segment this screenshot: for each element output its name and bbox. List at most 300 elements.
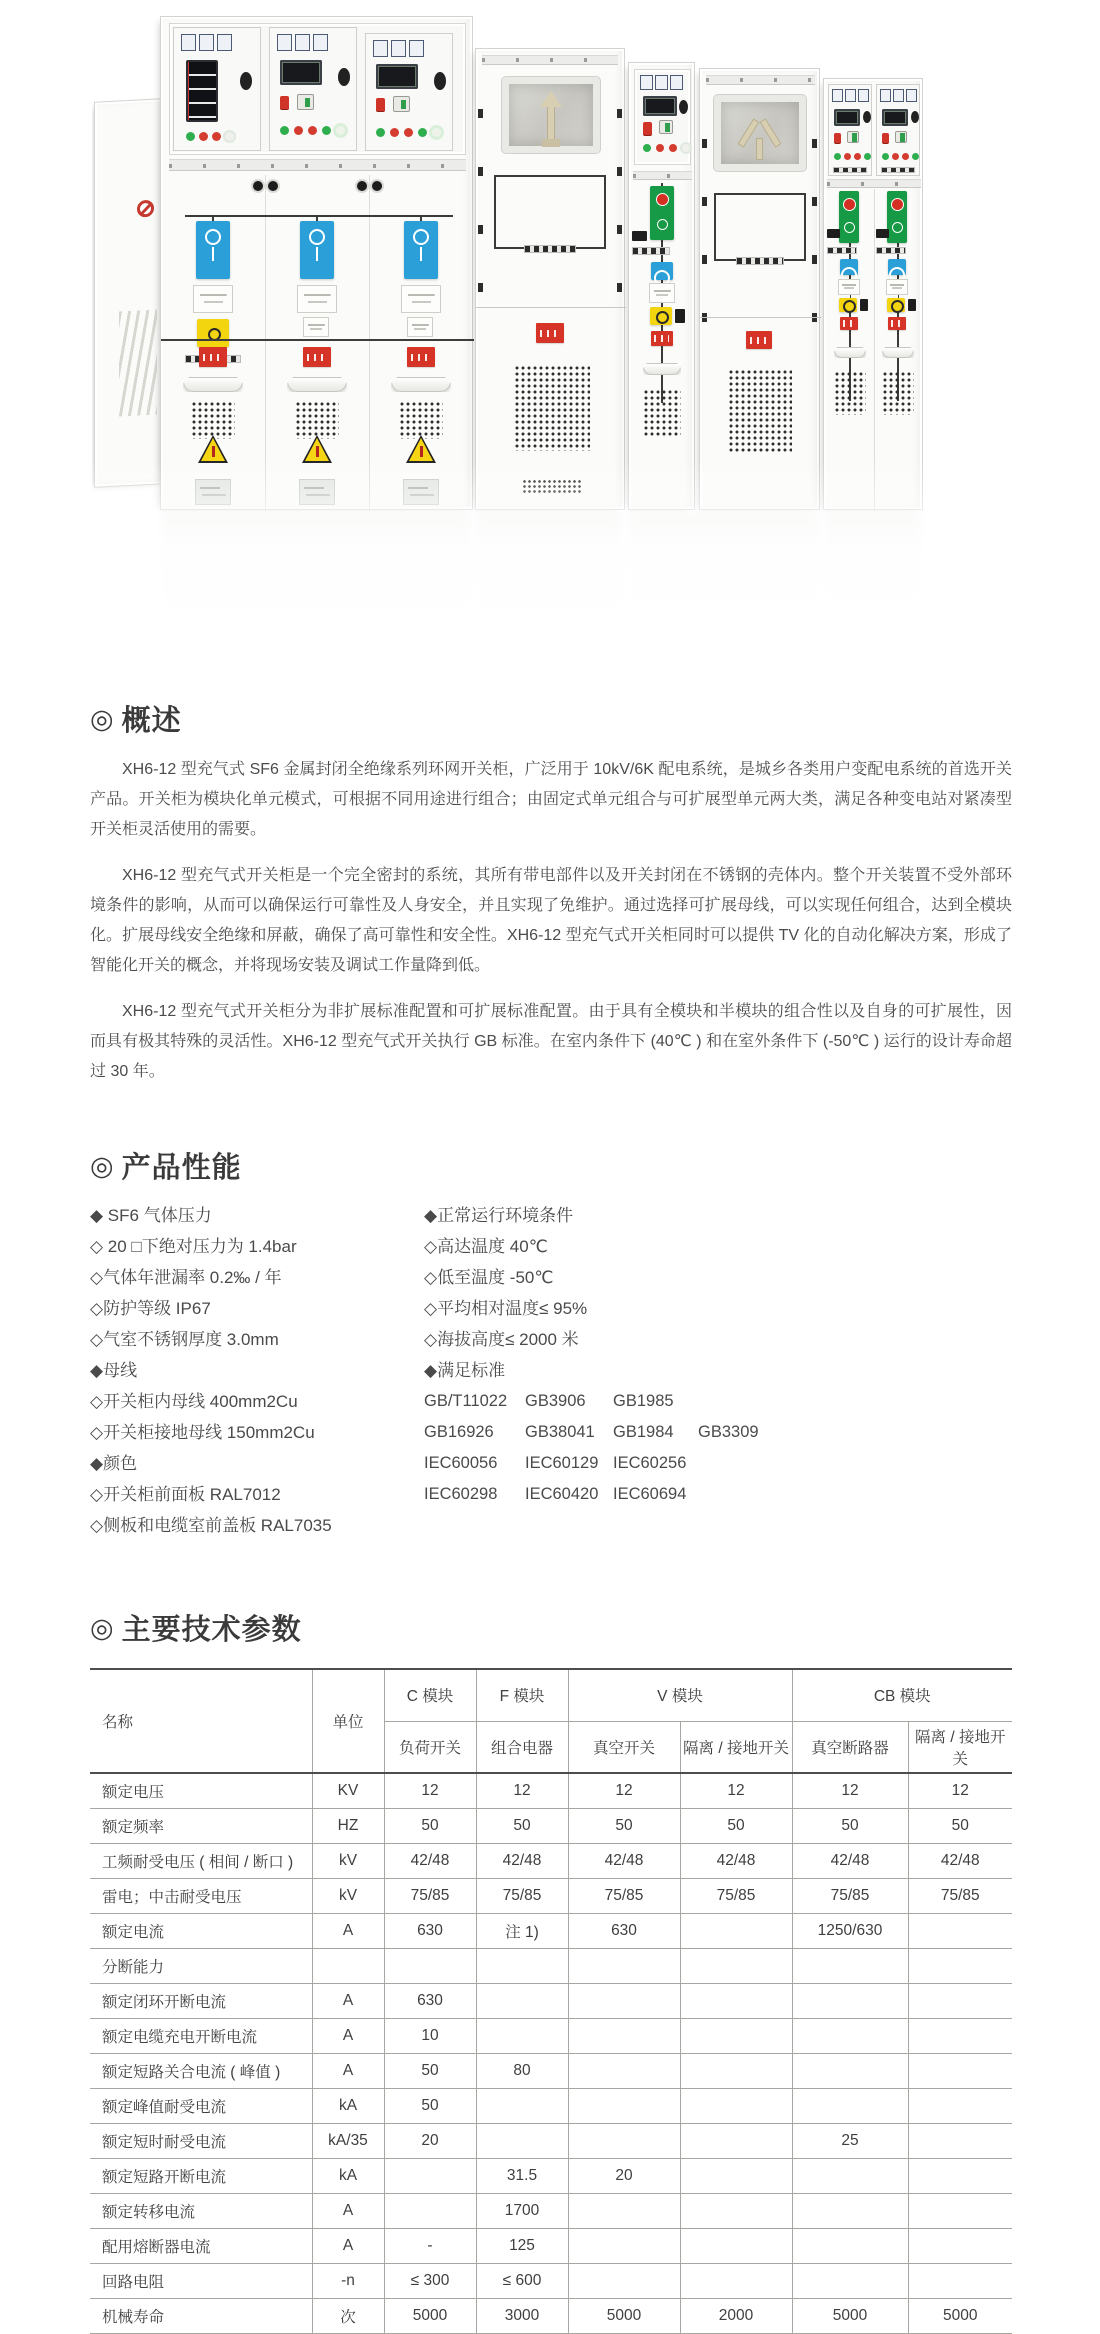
param-unit: A — [312, 2018, 384, 2053]
selector-switch — [659, 120, 673, 134]
param-value — [792, 2263, 908, 2298]
nameplate — [886, 279, 908, 295]
param-value — [908, 1913, 1012, 1948]
param-value: 12 — [680, 1773, 792, 1808]
indicator-buttons — [280, 126, 289, 135]
meter-cluster — [881, 90, 890, 101]
meter-cluster — [833, 90, 842, 101]
param-value: 75/85 — [568, 1878, 680, 1913]
door-seam — [476, 307, 626, 308]
digital-display — [882, 109, 908, 126]
standard-code: GB1985 — [613, 1392, 674, 1410]
performance-items — [424, 1200, 1012, 1386]
param-value — [680, 2228, 792, 2263]
param-value — [908, 2018, 1012, 2053]
param-value — [680, 2193, 792, 2228]
blue-switch-sticker — [300, 221, 334, 279]
mimic-circuit-loop — [714, 193, 806, 261]
param-unit: kA — [312, 2088, 384, 2123]
param-value: 125 — [476, 2228, 568, 2263]
performance-item: ◇防护等级 IP67 — [90, 1299, 211, 1318]
performance-list-left — [90, 1200, 424, 1541]
param-value — [476, 2123, 568, 2158]
param-value — [908, 2123, 1012, 2158]
param-name: 额定峰值耐受电流 — [102, 2098, 227, 2116]
param-row — [90, 2298, 1012, 2333]
param-value: 42/48 — [384, 1843, 476, 1878]
param-unit: 次 — [312, 2298, 384, 2333]
header-group-cb: CB 模块 — [792, 1669, 1012, 1721]
indicator-knobs — [253, 181, 263, 191]
subhead: 真空开关 — [568, 1721, 680, 1773]
section-divider — [161, 339, 474, 341]
small-module — [860, 299, 868, 311]
param-value — [384, 2158, 476, 2193]
nameplate — [297, 285, 337, 313]
param-value: 50 — [792, 1808, 908, 1843]
param-value — [568, 2018, 680, 2053]
hinge-blocks — [478, 109, 483, 118]
red-button — [376, 98, 385, 111]
param-value — [680, 2158, 792, 2193]
terminal-strip — [876, 247, 906, 254]
meter-cluster — [374, 41, 387, 56]
param-value: 50 — [908, 1808, 1012, 1843]
control-panel — [876, 84, 920, 176]
param-value — [908, 2088, 1012, 2123]
keyhole — [434, 72, 446, 90]
param-row — [90, 1948, 1012, 1983]
terminal-strip — [881, 167, 915, 173]
selector-switch — [297, 94, 314, 110]
param-row — [90, 2053, 1012, 2088]
performance-item: ◆ SF6 气体压力 — [90, 1206, 212, 1225]
red-button — [280, 96, 289, 109]
param-value: ≤ 600 — [476, 2263, 568, 2298]
control-panel — [365, 33, 453, 151]
param-value — [792, 2018, 908, 2053]
yellow-earth-sticker — [839, 298, 857, 312]
param-value — [908, 2193, 1012, 2228]
hinge-blocks — [702, 139, 707, 148]
subhead: 真空断路器 — [792, 1721, 908, 1773]
standard-code: IEC60694 — [613, 1485, 687, 1503]
standards-row — [424, 1417, 1012, 1448]
param-value: 10 — [384, 2018, 476, 2053]
standard-code: IEC60056 — [424, 1454, 498, 1472]
param-value: 630 — [568, 1913, 680, 1948]
photo-fade-overlay — [92, 388, 1032, 648]
warning-label — [199, 347, 227, 367]
param-value — [568, 2263, 680, 2298]
param-value — [908, 2053, 1012, 2088]
indicator-buttons — [643, 144, 651, 152]
door-handle — [882, 347, 914, 358]
yellow-earth-sticker — [650, 307, 672, 325]
param-value: 630 — [384, 1983, 476, 2018]
param-row — [90, 1878, 1012, 1913]
performance-item: ◇开关柜前面板 RAL7012 — [90, 1485, 281, 1504]
digital-display — [643, 96, 677, 116]
param-value: 80 — [476, 2053, 568, 2088]
meter-cluster — [182, 35, 195, 50]
param-name: 额定频率 — [102, 1818, 165, 1836]
param-row — [90, 1808, 1012, 1843]
subhead: 隔离 / 接地开关 — [680, 1721, 792, 1773]
red-button — [882, 133, 889, 143]
param-row — [90, 2123, 1012, 2158]
param-unit: A — [312, 1913, 384, 1948]
standard-code: IEC60420 — [525, 1485, 599, 1503]
param-value: 5000 — [384, 2298, 476, 2333]
param-value — [680, 2018, 792, 2053]
param-name: 额定短路开断电流 — [102, 2168, 227, 2186]
subhead: 负荷开关 — [384, 1721, 476, 1773]
warning-label — [888, 317, 906, 330]
performance-item: ◆满足标准 — [424, 1361, 506, 1380]
param-value — [908, 2263, 1012, 2298]
param-value: 12 — [792, 1773, 908, 1808]
param-unit: A — [312, 2228, 384, 2263]
param-unit: A — [312, 2193, 384, 2228]
door-handle — [643, 363, 681, 375]
param-value: 5000 — [568, 2298, 680, 2333]
warning-label — [407, 347, 435, 367]
param-value: 75/85 — [792, 1878, 908, 1913]
param-value: 75/85 — [908, 1878, 1012, 1913]
standard-code: GB16926 — [424, 1423, 494, 1441]
param-value: 20 — [568, 2158, 680, 2193]
param-value: 5000 — [792, 2298, 908, 2333]
param-value: 50 — [384, 1808, 476, 1843]
param-value — [680, 1983, 792, 2018]
terminal-strip — [736, 257, 784, 265]
performance-item: ◇高达温度 40℃ — [424, 1237, 548, 1256]
param-unit: kA — [312, 2158, 384, 2193]
param-value — [792, 1983, 908, 2018]
performance-item: ◇低至温度 -50℃ — [424, 1268, 554, 1287]
param-unit: kV — [312, 1843, 384, 1878]
control-panel — [173, 27, 261, 151]
blue-switch-sticker — [888, 259, 906, 275]
indicator-buttons — [834, 153, 841, 160]
section-performance — [90, 1145, 1012, 1541]
warning-label — [536, 323, 564, 343]
blue-switch-sticker — [404, 221, 438, 279]
nameplate — [193, 285, 233, 313]
digital-display — [280, 60, 322, 85]
param-value: 12 — [908, 1773, 1012, 1808]
warning-label — [651, 331, 673, 346]
standards-grid — [424, 1386, 1012, 1510]
performance-item: ◆母线 — [90, 1361, 138, 1380]
param-row — [90, 2228, 1012, 2263]
param-value — [792, 2053, 908, 2088]
param-value — [568, 1983, 680, 2018]
param-value: 1700 — [476, 2193, 568, 2228]
param-value: 42/48 — [680, 1843, 792, 1878]
param-unit: kA/35 — [312, 2123, 384, 2158]
keyhole — [911, 111, 919, 123]
switch-lever — [756, 138, 763, 160]
standard-code: IEC60256 — [613, 1454, 687, 1472]
meter-cluster — [641, 76, 652, 89]
param-name: 工频耐受电压 ( 相间 / 断口 ) — [102, 1853, 294, 1871]
param-name: 配用熔断器电流 — [102, 2238, 211, 2256]
nameplate — [838, 279, 860, 295]
param-value — [908, 2158, 1012, 2193]
small-module — [675, 309, 685, 323]
param-name: 额定短路关合电流 ( 峰值 ) — [102, 2063, 281, 2081]
param-unit — [312, 1948, 384, 1983]
digital-display — [376, 64, 418, 89]
digital-display — [834, 109, 860, 126]
param-value — [908, 2228, 1012, 2263]
param-value — [384, 2193, 476, 2228]
section-title-parameters — [90, 1607, 1012, 1648]
control-section — [634, 69, 691, 165]
door-seam — [700, 317, 821, 318]
section-title-overview — [90, 698, 1012, 739]
small-module — [908, 299, 916, 311]
standards-row — [424, 1448, 1012, 1479]
param-row — [90, 2193, 1012, 2228]
param-unit: -n — [312, 2263, 384, 2298]
param-row — [90, 2088, 1012, 2123]
param-name: 额定电压 — [102, 1783, 165, 1801]
param-value — [568, 2053, 680, 2088]
performance-item: ◆正常运行环境条件 — [424, 1206, 574, 1225]
param-value — [680, 1948, 792, 1983]
performance-item: ◇开关柜接地母线 150mm2Cu — [90, 1423, 315, 1442]
overview-paragraph: XH6-12 型充气式开关柜是一个完全密封的系统，其所有带电部件以及开关封闭在不锈钢的壳体内。整个开关装置不受外部环境条件的影响，从而可以确保运行可靠性及人身安全，并且实现了免维护。通过选择可扩展母线，可以实现任何组合，达到全模块化。扩展母线安全绝缘和屏蔽，确保了高可靠性和安全性。XH6-12 型充气式开关柜同时可以提供 TV 化的自动化解决方案，形成了智能化开关的概念，并将现场安装及调试工作量降到低。 — [90, 867, 1012, 974]
pictogram-plate — [303, 317, 329, 337]
control-panel — [269, 27, 357, 151]
param-value: 75/85 — [680, 1878, 792, 1913]
param-value — [680, 2263, 792, 2298]
meter-cluster — [278, 35, 291, 50]
param-name: 额定电流 — [102, 1923, 165, 1941]
param-row — [90, 1843, 1012, 1878]
small-module — [827, 229, 840, 238]
header-name: 名称 — [102, 1714, 134, 1731]
terminal-strip — [524, 245, 576, 253]
selector-switch — [393, 96, 410, 112]
param-value — [568, 2228, 680, 2263]
param-value: 630 — [384, 1913, 476, 1948]
switchgear-photo — [92, 8, 1032, 648]
param-value: 50 — [476, 1808, 568, 1843]
param-value — [792, 2088, 908, 2123]
standard-code: GB1984 — [613, 1423, 674, 1441]
standard-code: GB/T11022 — [424, 1392, 508, 1410]
standard-code: IEC60298 — [424, 1485, 498, 1503]
param-name: 额定短时耐受电流 — [102, 2133, 227, 2151]
param-value — [568, 1948, 680, 1983]
section-title-text: 产品性能 — [121, 1152, 242, 1184]
performance-item: ◇开关柜内母线 400mm2Cu — [90, 1392, 298, 1411]
green-switch-sticker — [650, 186, 674, 240]
blue-switch-sticker — [196, 221, 230, 279]
label-band — [169, 159, 466, 171]
blue-switch-sticker — [840, 259, 858, 275]
param-name: 分断能力 — [102, 1958, 165, 1976]
section-title-performance — [90, 1145, 1012, 1186]
param-value: 75/85 — [476, 1878, 568, 1913]
overview-paragraph: XH6-12 型充气式 SF6 金属封闭全绝缘系列环网开关柜，广泛用于 10kV/6K 配电系统，是城乡各类用户变配电系统的首选开关产品。开关柜为模块化单元模式，可根据不同用途进行组合；由固定式单元组合与可扩展型单元两大类，满足各种变电站对紧凑型开关柜灵活使用的需要。 — [90, 761, 1012, 838]
standards-row — [424, 1479, 1012, 1510]
param-row — [90, 1983, 1012, 2018]
param-value — [792, 2158, 908, 2193]
mimic-busbar-line — [185, 215, 453, 217]
param-value — [792, 2228, 908, 2263]
standards-row — [424, 1386, 1012, 1417]
param-value — [476, 2018, 568, 2053]
door-handle — [834, 347, 866, 358]
prohibition-sticker-icon — [137, 200, 154, 218]
performance-item: ◇平均相对温度≤ 95% — [424, 1299, 588, 1318]
param-value — [476, 1948, 568, 1983]
param-unit: A — [312, 2053, 384, 2088]
warning-label — [303, 347, 331, 367]
standard-code: GB38041 — [525, 1423, 595, 1441]
label-band — [633, 171, 692, 180]
param-value — [568, 2123, 680, 2158]
nameplate — [649, 283, 675, 303]
performance-item: ◇侧板和电缆室前盖板 RAL7035 — [90, 1516, 332, 1535]
performance-item: ◇ 20 □下绝对压力为 1.4bar — [90, 1237, 297, 1256]
green-switch-sticker — [839, 191, 859, 243]
param-value: 42/48 — [568, 1843, 680, 1878]
param-unit: A — [312, 1983, 384, 2018]
header-group-f: F 模块 — [476, 1669, 568, 1721]
param-row — [90, 1913, 1012, 1948]
param-value: 12 — [384, 1773, 476, 1808]
param-value — [384, 1948, 476, 1983]
param-row — [90, 2158, 1012, 2193]
param-value — [792, 2193, 908, 2228]
param-name: 额定电缆充电开断电流 — [102, 2028, 258, 2046]
nameplate — [401, 285, 441, 313]
indicator-buttons — [186, 132, 195, 141]
section-parameters — [90, 1607, 1012, 2334]
param-value — [476, 2088, 568, 2123]
param-value — [568, 2193, 680, 2228]
param-value — [680, 2088, 792, 2123]
param-value — [568, 2088, 680, 2123]
header-group-v: V 模块 — [568, 1669, 792, 1721]
yellow-earth-sticker — [887, 298, 905, 312]
keyhole — [338, 68, 350, 86]
breaker-window — [186, 60, 218, 122]
table-header-row-groups — [90, 1669, 1012, 1721]
terminal-strip — [632, 247, 670, 255]
warning-label — [746, 331, 772, 349]
indicator-buttons — [882, 153, 889, 160]
parameters-table — [90, 1668, 1012, 2334]
terminal-strip — [833, 167, 867, 173]
param-value — [680, 2053, 792, 2088]
param-value: 3000 — [476, 2298, 568, 2333]
standard-code: GB3906 — [525, 1392, 586, 1410]
label-band — [482, 55, 618, 65]
param-value: - — [384, 2228, 476, 2263]
section-bullet-icon: ◎ — [90, 1613, 115, 1643]
param-unit: HZ — [312, 1808, 384, 1843]
performance-item: ◇气体年泄漏率 0.2‰ / 年 — [90, 1268, 282, 1287]
param-value: 12 — [568, 1773, 680, 1808]
green-switch-sticker — [887, 191, 907, 243]
header-unit: 单位 — [312, 1669, 384, 1773]
keyhole — [679, 100, 688, 114]
param-value: 20 — [384, 2123, 476, 2158]
param-row — [90, 1773, 1012, 1808]
section-title-text: 主要技术参数 — [121, 1614, 302, 1646]
param-value: 50 — [384, 2088, 476, 2123]
performance-item: ◆颜色 — [90, 1454, 138, 1473]
param-value: 50 — [568, 1808, 680, 1843]
param-value: 25 — [792, 2123, 908, 2158]
param-value: 75/85 — [384, 1878, 476, 1913]
param-unit: KV — [312, 1773, 384, 1808]
param-value: 12 — [476, 1773, 568, 1808]
keyhole — [863, 111, 871, 123]
terminal-strip — [827, 247, 857, 254]
inspection-window — [714, 95, 806, 171]
small-module — [632, 231, 647, 241]
param-value — [680, 2123, 792, 2158]
small-module — [876, 229, 889, 238]
overview-paragraphs — [90, 755, 1012, 1087]
param-value: ≤ 300 — [384, 2263, 476, 2298]
switch-lever — [547, 106, 555, 140]
hinge-blocks — [812, 139, 817, 148]
section-title-text: 概述 — [121, 705, 182, 737]
selector-switch — [895, 131, 907, 143]
performance-item: ◇海拔高度≤ 2000 米 — [424, 1330, 579, 1349]
param-value — [908, 1948, 1012, 1983]
param-value: 1250/630 — [792, 1913, 908, 1948]
param-value: 5000 — [908, 2298, 1012, 2333]
hinge-blocks — [617, 109, 622, 118]
control-panel — [828, 84, 872, 176]
param-value: 注 1) — [476, 1913, 568, 1948]
param-name: 额定闭环开断电流 — [102, 1993, 227, 2011]
standard-code: IEC60129 — [525, 1454, 599, 1472]
indicator-buttons — [376, 128, 385, 137]
indicator-knobs — [357, 181, 367, 191]
mimic-circuit-loop — [494, 175, 606, 249]
performance-list-right — [424, 1200, 1012, 1541]
param-row — [90, 2263, 1012, 2298]
pictogram-plate — [407, 317, 433, 337]
label-band — [706, 75, 815, 85]
param-value — [680, 1913, 792, 1948]
param-value — [908, 1983, 1012, 2018]
selector-switch — [847, 131, 859, 143]
performance-columns — [90, 1200, 1012, 1541]
header-group-c: C 模块 — [384, 1669, 476, 1721]
subhead: 隔离 / 接地开关 — [908, 1721, 1012, 1773]
param-name: 机械寿命 — [102, 2308, 165, 2326]
param-value: 31.5 — [476, 2158, 568, 2193]
param-name: 额定转移电流 — [102, 2203, 196, 2221]
param-row — [90, 2018, 1012, 2053]
label-band — [827, 179, 921, 188]
performance-item: ◇气室不锈钢厚度 3.0mm — [90, 1330, 279, 1349]
subhead: 组合电器 — [476, 1721, 568, 1773]
section-bullet-icon: ◎ — [90, 704, 115, 734]
